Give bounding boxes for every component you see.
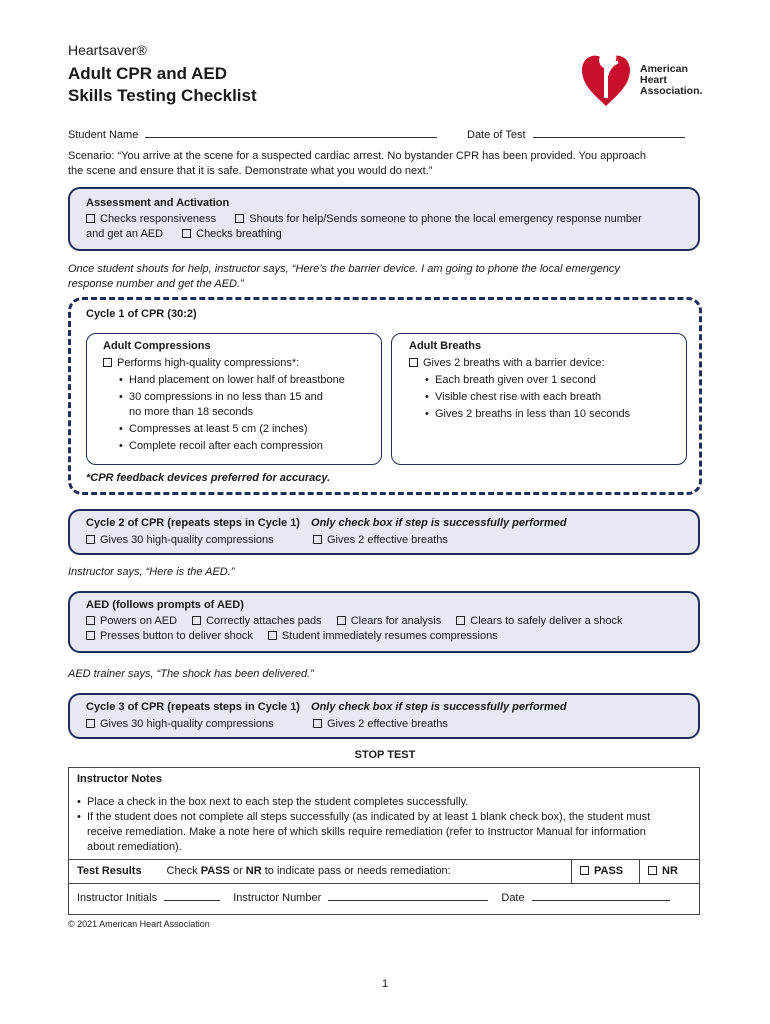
copyright: © 2021 American Heart Association [68,919,210,929]
instructor-date-label: Date [501,892,525,904]
cycle2-note: Only check box if step is successfully performed [311,517,567,529]
shouts-for-help-checkbox[interactable] [235,214,244,223]
instructor-number-label: Instructor Number [233,892,322,904]
compressions-title: Adult Compressions [103,340,211,352]
instructor-notes-table [68,767,700,915]
aed-trainer-instruction: AED trainer says, “The shock has been delivered.” [68,668,314,680]
pass-option[interactable]: PASS [572,860,640,884]
compressions-box [86,333,382,465]
presses-shock-button-checkbox[interactable] [86,631,95,640]
cycle3-title: Cycle 3 of CPR (repeats steps in Cycle 1) [86,701,300,713]
breaths-criteria-list [425,373,683,422]
page-title-line2: Skills Testing Checklist [68,86,257,105]
cycle3-box [68,693,700,739]
list-item: • 30 compressions in no less than 15 and no more than 18 seconds [119,390,379,420]
cycle2-compressions-label: Gives 30 high-quality compressions [100,534,274,546]
list-item: • If the student does not complete all steps successfully (as indicated by at least 1 blank check box), the student must receive remediation. Make a note here of which skills require remediation (refer to Instructor Manual for information about remediation). [77,810,691,855]
instructor-instruction-2: Instructor says, “Here is the AED.” [68,566,235,578]
high-quality-compressions-label: Performs high-quality compressions*: [117,357,300,369]
cycle1-title: Cycle 1 of CPR (30:2) [86,308,197,320]
instructor-date-field[interactable] [532,890,670,901]
cpr-feedback-footnote: *CPR feedback devices preferred for accuracy. [86,472,331,484]
shouts-for-help-label: Shouts for help/Sends someone to phone the local emergency response number [249,213,642,225]
student-name-field[interactable] [145,127,437,138]
nr-option[interactable]: NR [640,860,700,884]
page-title-line1: Adult CPR and AED [68,64,227,83]
gives-2-breaths-checkbox[interactable] [409,358,418,367]
instructor-notes-list [77,795,691,855]
aed-box [68,591,700,653]
pass-checkbox[interactable] [580,866,589,875]
test-results-label: Test Results [69,860,159,884]
date-of-test-field[interactable] [533,127,685,138]
compressions-criteria-list [119,373,379,454]
presses-shock-button-label: Presses button to deliver shock [100,630,253,642]
date-of-test-row [467,127,685,143]
get-aed-label: and get an AED [86,228,164,240]
instructor-notes-title: Instructor Notes [77,773,162,785]
attaches-pads-checkbox[interactable] [192,616,201,625]
cycle2-breaths-checkbox[interactable] [313,535,322,544]
stop-test-heading: STOP TEST [354,749,416,761]
list-item: • Compresses at least 5 cm (2 inches) [119,422,379,437]
breaths-box [391,333,687,465]
checks-responsiveness-checkbox[interactable] [86,214,95,223]
list-item: • Gives 2 breaths in less than 10 seconds [425,407,683,422]
checks-breathing-checkbox[interactable] [182,229,191,238]
cycle3-compressions-label: Gives 30 high-quality compressions [100,718,274,730]
instructor-initials-label: Instructor Initials [77,892,158,904]
cycle3-compressions-checkbox[interactable] [86,719,95,728]
nr-checkbox[interactable] [648,866,657,875]
brand-label: Heartsaver® [68,42,147,58]
cycle2-breaths-label: Gives 2 effective breaths [327,534,448,546]
instructor-instruction-1: Once student shouts for help, instructor says, “Here’s the barrier device. I am going to phone the local emergency response number and get the AED.” [68,263,620,290]
instructor-signoff-row [69,884,700,915]
clears-for-analysis-label: Clears for analysis [350,615,442,627]
assessment-title: Assessment and Activation [86,197,230,209]
high-quality-compressions-checkbox[interactable] [103,358,112,367]
powers-on-aed-checkbox[interactable] [86,616,95,625]
page-number: 1 [381,978,389,990]
logo-text-american: American [640,63,688,75]
list-item: • Complete recoil after each compression [119,439,379,454]
aed-title: AED (follows prompts of AED) [86,599,244,611]
powers-on-aed-label: Powers on AED [100,615,178,627]
logo-text-association: Association. [640,85,703,97]
student-name-row [68,127,437,143]
scenario-text: Scenario: “You arrive at the scene for a suspected cardiac arrest. No bystander CPR has been provided. You approach the scene and ensure that it is safe. Demonstrate what you would do next.” [68,150,647,177]
breaths-title: Adult Breaths [409,340,482,352]
resumes-compressions-label: Student immediately resumes compressions [281,630,498,642]
date-of-test-label: Date of Test [467,129,526,141]
instructor-notes-cell [69,768,700,860]
assessment-box [68,187,700,251]
test-results-instruction: Check PASS or NR to indicate pass or needs remediation: [159,860,572,884]
cycle2-compressions-checkbox[interactable] [86,535,95,544]
cycle3-breaths-label: Gives 2 effective breaths [327,718,448,730]
aha-logo [578,38,708,108]
logo-text-heart: Heart [640,74,667,86]
checks-responsiveness-label: Checks responsiveness [100,213,217,225]
cycle2-title: Cycle 2 of CPR (repeats steps in Cycle 1) [86,517,300,529]
instructor-initials-field[interactable] [164,890,220,901]
gives-2-breaths-label: Gives 2 breaths with a barrier device: [423,357,605,369]
clears-to-shock-label: Clears to safely deliver a shock [470,615,623,627]
list-item: • Each breath given over 1 second [425,373,683,388]
cycle3-note: Only check box if step is successfully performed [311,701,567,713]
cycle3-breaths-checkbox[interactable] [313,719,322,728]
checks-breathing-label: Checks breathing [196,228,282,240]
instructor-number-field[interactable] [328,890,488,901]
clears-to-shock-checkbox[interactable] [456,616,465,625]
list-item: • Hand placement on lower half of breastbone [119,373,379,388]
resumes-compressions-checkbox[interactable] [268,631,277,640]
attaches-pads-label: Correctly attaches pads [206,615,322,627]
heart-torch-icon [578,38,634,108]
clears-for-analysis-checkbox[interactable] [337,616,346,625]
student-name-label: Student Name [68,129,139,141]
list-item: • Place a check in the box next to each step the student completes successfully. [77,795,691,810]
cycle2-box [68,509,700,555]
list-item: • Visible chest rise with each breath [425,390,683,405]
